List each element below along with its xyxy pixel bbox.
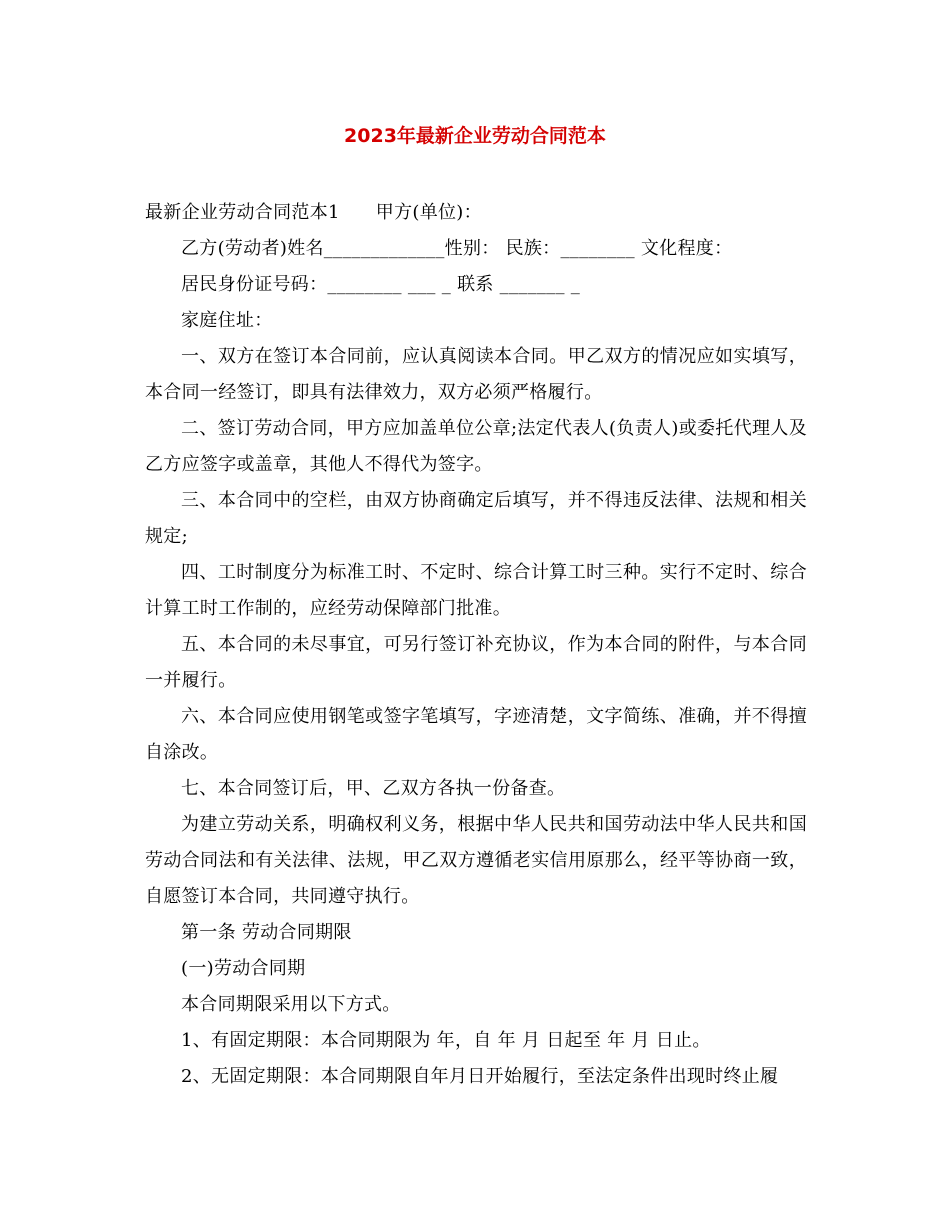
paragraph: 二、签订劳动合同，甲方应加盖单位公章;法定代表人(负责人)或委托代理人及乙方应签字或盖章，其他人不得代为签字。 bbox=[145, 418, 807, 475]
subsection-heading: (一)劳动合同期 bbox=[181, 958, 306, 979]
paragraph: 一、双方在签订本合同前，应认真阅读本合同。甲乙双方的情况应如实填写，本合同一经签订，即具有法律效力，双方必须严格履行。 bbox=[145, 346, 807, 403]
doc-label: 最新企业劳动合同范本1 bbox=[145, 202, 340, 223]
fill-line-id: 居民身份证号码：________ ___ _ 联系 _______ _ bbox=[181, 274, 581, 295]
fill-line-address: 家庭住址： bbox=[181, 310, 273, 331]
paragraph: 五、本合同的未尽事宜，可另行签订补充协议，作为本合同的附件，与本合同一并履行。 bbox=[145, 634, 807, 691]
paragraph: 2、无固定期限：本合同期限自年月日开始履行，至法定条件出现时终止履 bbox=[181, 1066, 779, 1087]
paragraph: 六、本合同应使用钢笔或签字笔填写，字迹清楚，文字简练、准确，并不得擅自涂改。 bbox=[145, 706, 807, 763]
fill-line-name: 乙方(劳动者)姓名_____________性别： 民族：________ 文化程度： bbox=[181, 238, 733, 259]
paragraph: 本合同期限采用以下方式。 bbox=[181, 994, 401, 1015]
paragraph: 1、有固定期限：本合同期限为 年，自 年 月 日起至 年 月 日止。 bbox=[181, 1030, 711, 1051]
paragraph: 七、本合同签订后，甲、乙双方各执一份备查。 bbox=[181, 778, 566, 799]
paragraph: 三、本合同中的空栏，由双方协商确定后填写，并不得违反法律、法规和相关规定; bbox=[145, 490, 807, 547]
header-line bbox=[145, 195, 807, 231]
document-body bbox=[145, 195, 807, 1095]
section-heading: 第一条 劳动合同期限 bbox=[181, 922, 352, 943]
paragraph: 为建立劳动关系，明确权利义务，根据中华人民共和国劳动法中华人民共和国劳动合同法和有关法律、法规，甲乙双方遵循老实信用原那么，经平等协商一致，自愿签订本合同，共同遵守执行。 bbox=[145, 814, 807, 907]
paragraph: 四、工时制度分为标准工时、不定时、综合计算工时三种。实行不定时、综合计算工时工作制的，应经劳动保障部门批准。 bbox=[145, 562, 807, 619]
party-a-label: 甲方(单位)： bbox=[375, 202, 482, 223]
document-title: 2023年最新企业劳动合同范本 bbox=[344, 125, 606, 147]
